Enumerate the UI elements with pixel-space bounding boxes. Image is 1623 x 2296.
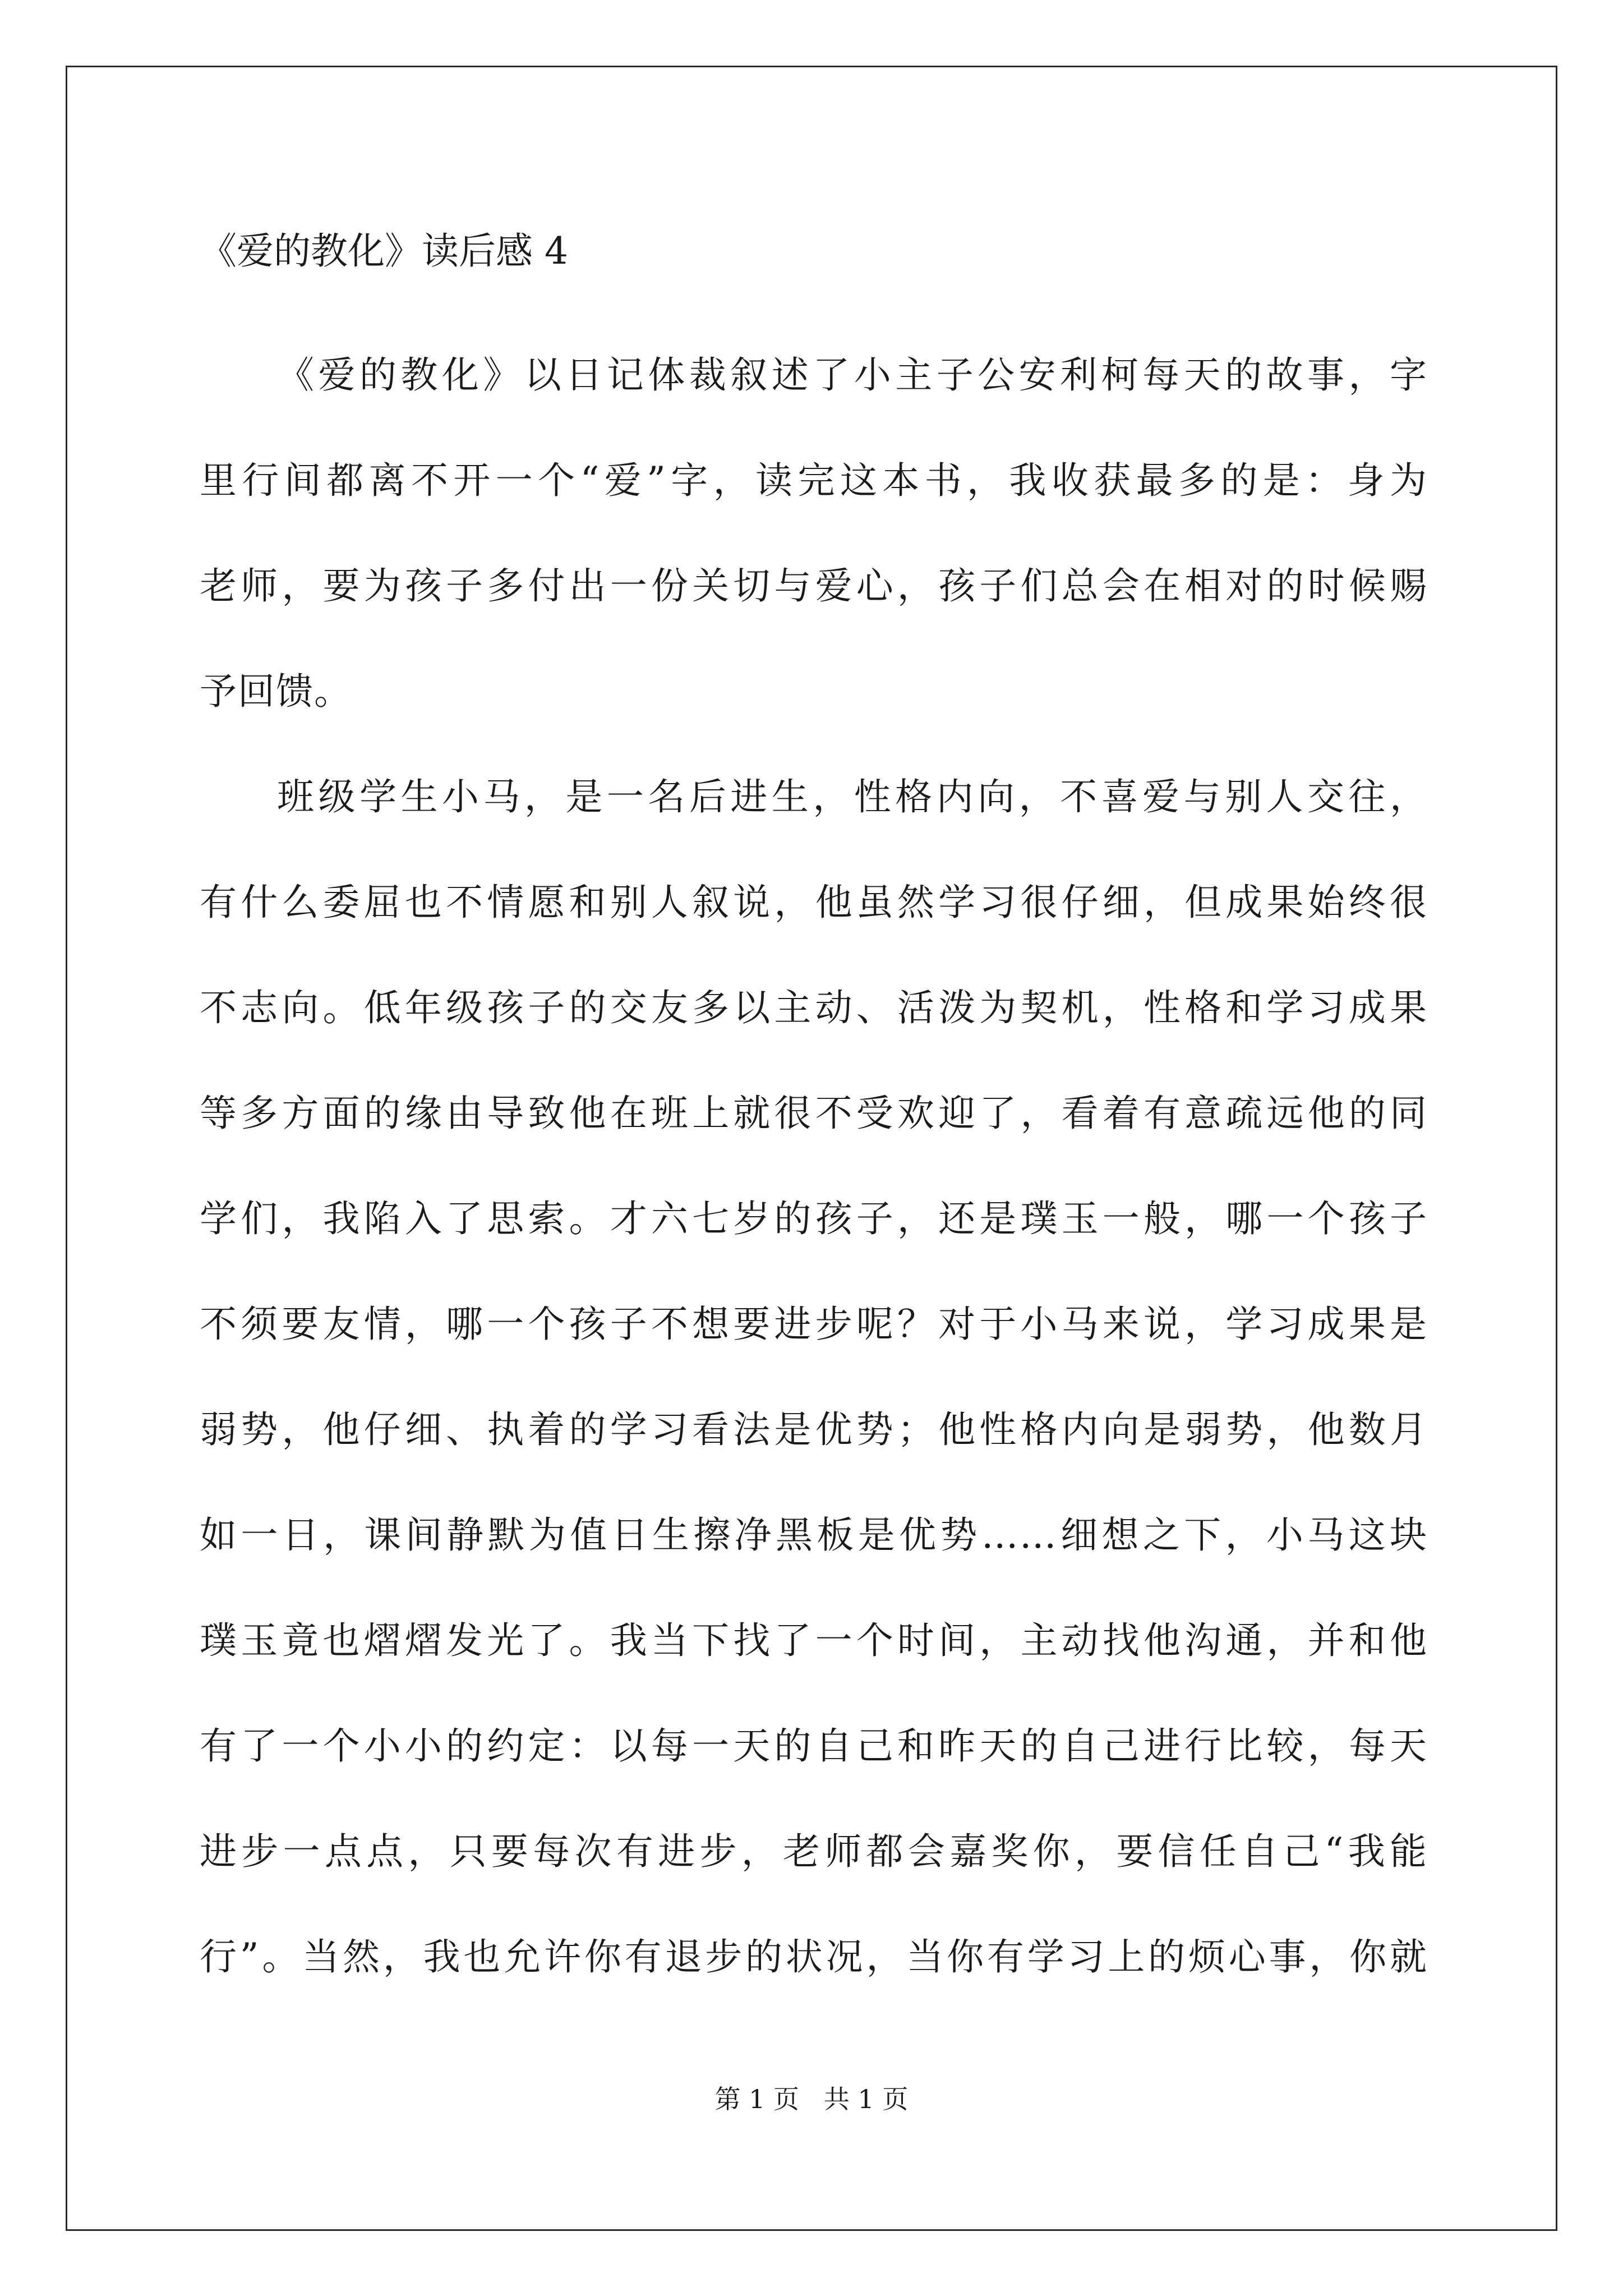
text-line: 等多方面的缘由导致他在班上就很不受欢迎了，看着有意疏远他的同	[200, 1092, 1428, 1135]
text-line: 班级学生小马，是一名后进生，性格内向，不喜爱与别人交往，	[277, 775, 1428, 818]
text-line: 予回馈。	[200, 670, 352, 713]
text-line: 弱势，他仔细、执着的学习看法是优势；他性格内向是弱势，他数月	[200, 1408, 1428, 1451]
document-title: 《爱的教化》读后感 4	[200, 229, 568, 273]
text-line: 有了一个小小的约定：以每一天的自己和昨天的自己进行比较，每天	[200, 1724, 1428, 1768]
text-line: 老师，要为孩子多付出一份关切与爱心，孩子们总会在相对的时候赐	[200, 564, 1428, 608]
text-line: 行”。当然，我也允许你有退步的状况，当你有学习上的烦心事，你就	[200, 1935, 1428, 1978]
text-line: 里行间都离不开一个“爱”字，读完这本书，我收获最多的是：身为	[200, 459, 1428, 502]
text-line: 进步一点点，只要每次有进步，老师都会嘉奖你，要信任自己“我能	[200, 1830, 1428, 1873]
text-line: 《爱的教化》以日记体裁叙述了小主子公安利柯每天的故事，字	[277, 353, 1428, 397]
text-line: 不须要友情，哪一个孩子不想要进步呢？对于小马来说，学习成果是	[200, 1303, 1428, 1346]
text-line: 璞玉竟也熠熠发光了。我当下找了一个时间，主动找他沟通，并和他	[200, 1619, 1428, 1662]
text-line: 不志向。低年级孩子的交友多以主动、活泼为契机，性格和学习成果	[200, 986, 1428, 1029]
text-line: 如一日，课间静默为值日生擦净黑板是优势……细想之下，小马这块	[200, 1513, 1428, 1557]
document-body	[200, 323, 1428, 2010]
text-line: 有什么委屈也不情愿和别人叙说，他虽然学习很仔细，但成果始终很	[200, 881, 1428, 924]
text-line: 学们，我陷入了思索。才六七岁的孩子，还是璞玉一般，哪一个孩子	[200, 1197, 1428, 1240]
page-footer: 第 1 页 共 1 页	[714, 2084, 909, 2114]
